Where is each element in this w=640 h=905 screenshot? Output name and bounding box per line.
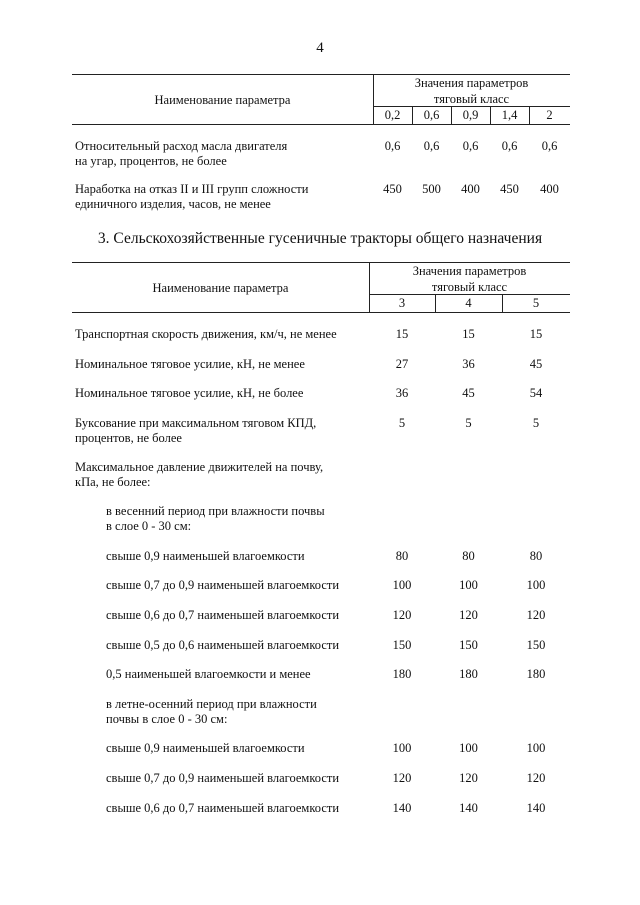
row-value: 500 bbox=[422, 182, 441, 196]
row-value: 100 bbox=[459, 741, 478, 755]
row-value: 100 bbox=[526, 578, 546, 592]
table-2-class-header: 3 bbox=[398, 296, 406, 310]
section-title: 3. Сельскохозяйственные гусеничные тракторы общего назначения bbox=[97, 230, 543, 247]
row-value: 120 bbox=[459, 771, 478, 785]
row-label: свыше 0,7 до 0,9 наименьшей влагоемкости bbox=[106, 771, 340, 785]
row-value: 0,6 bbox=[384, 139, 401, 153]
row-value: 180 bbox=[392, 667, 412, 681]
table-2-values-title: Значения параметров bbox=[412, 264, 527, 278]
row-value: 400 bbox=[461, 182, 480, 196]
row-value: 180 bbox=[459, 667, 478, 681]
row-value: 150 bbox=[459, 638, 478, 652]
table-2-param-header: Наименование параметра bbox=[152, 281, 289, 295]
row-value: 15 bbox=[529, 327, 543, 341]
row-value: 120 bbox=[526, 771, 546, 785]
row-value: 0,6 bbox=[462, 139, 479, 153]
row-value: 36 bbox=[395, 386, 409, 400]
row-value: 140 bbox=[459, 801, 478, 815]
row-value: 80 bbox=[462, 549, 475, 563]
table-2-header-bottom-rule bbox=[72, 312, 570, 313]
row-label: свыше 0,7 до 0,9 наименьшей влагоемкости bbox=[106, 578, 340, 592]
row-value: 180 bbox=[526, 667, 546, 681]
row-value: 150 bbox=[392, 638, 412, 652]
row-label: почвы в слое 0 - 30 см: bbox=[106, 712, 228, 726]
row-value: 5 bbox=[398, 416, 406, 430]
table-1-header-bottom-rule bbox=[72, 124, 570, 125]
row-value: 45 bbox=[529, 357, 543, 371]
row-value: 450 bbox=[500, 182, 519, 196]
row-value: 120 bbox=[392, 608, 412, 622]
row-label: 0,5 наименьшей влагоемкости и менее bbox=[106, 667, 311, 681]
row-value: 45 bbox=[462, 386, 475, 400]
row-value: 100 bbox=[459, 578, 478, 592]
table-2-class-title: тяговый класс bbox=[431, 280, 508, 294]
row-value: 100 bbox=[392, 741, 412, 755]
row-label: в весенний период при влажности почвы bbox=[106, 504, 325, 518]
page-number: 4 bbox=[316, 40, 324, 56]
table-2-class-header: 5 bbox=[532, 296, 540, 310]
row-value: 0,6 bbox=[501, 139, 518, 153]
table-1-class-header: 0,6 bbox=[423, 108, 440, 122]
row-value: 120 bbox=[526, 608, 546, 622]
row-label: свыше 0,9 наименьшей влагоемкости bbox=[106, 549, 305, 563]
row-label: кПа, не более: bbox=[75, 475, 151, 489]
table-1-param-header: Наименование параметра bbox=[154, 93, 291, 107]
table-1-class-header: 2 bbox=[546, 108, 553, 122]
row-label: в слое 0 - 30 см: bbox=[106, 519, 192, 533]
row-value: 400 bbox=[540, 182, 559, 196]
row-value: 100 bbox=[392, 578, 412, 592]
row-value: 5 bbox=[532, 416, 540, 430]
row-label: на угар, процентов, не более bbox=[75, 154, 227, 168]
table-1-values-title: Значения параметров bbox=[414, 76, 529, 90]
row-value: 36 bbox=[462, 357, 475, 371]
row-label: в летне-осенний период при влажности bbox=[106, 697, 317, 711]
row-value: 27 bbox=[395, 357, 409, 371]
row-value: 120 bbox=[392, 771, 412, 785]
row-value: 15 bbox=[462, 327, 475, 341]
row-value: 5 bbox=[465, 416, 472, 430]
table-2-top-rule bbox=[72, 262, 570, 263]
row-label: Номинальное тяговое усилие, кН, не более bbox=[75, 386, 304, 400]
row-value: 450 bbox=[383, 182, 402, 196]
row-value: 140 bbox=[526, 801, 546, 815]
row-value: 100 bbox=[526, 741, 546, 755]
row-label: Номинальное тяговое усилие, кН, не менее bbox=[75, 357, 305, 371]
table-1-class-header: 1,4 bbox=[501, 108, 518, 122]
row-label: Буксование при максимальном тяговом КПД, bbox=[75, 416, 317, 430]
row-value: 150 bbox=[526, 638, 546, 652]
table-1-class-title: тяговый класс bbox=[433, 92, 510, 106]
row-label: единичного изделия, часов, не менее bbox=[75, 197, 271, 211]
row-value: 54 bbox=[529, 386, 543, 400]
row-value: 80 bbox=[529, 549, 543, 563]
table-1-class-header: 0,2 bbox=[384, 108, 401, 122]
row-label: Транспортная скорость движения, км/ч, не менее bbox=[75, 327, 337, 341]
row-label: процентов, не более bbox=[75, 431, 182, 445]
row-label: свыше 0,5 до 0,6 наименьшей влагоемкости bbox=[106, 638, 340, 652]
row-value: 0,6 bbox=[423, 139, 440, 153]
table-2-class-header: 4 bbox=[465, 296, 472, 310]
row-label: Максимальное давление движителей на почву, bbox=[75, 460, 324, 474]
table-1-top-rule bbox=[72, 74, 570, 75]
table-1-class-header: 0,9 bbox=[462, 108, 479, 122]
row-value: 140 bbox=[392, 801, 412, 815]
row-value: 15 bbox=[395, 327, 409, 341]
row-value: 120 bbox=[459, 608, 478, 622]
row-label: свыше 0,6 до 0,7 наименьшей влагоемкости bbox=[106, 608, 340, 622]
row-label: Относительный расход масла двигателя bbox=[75, 139, 288, 153]
row-label: свыше 0,9 наименьшей влагоемкости bbox=[106, 741, 305, 755]
row-value: 80 bbox=[395, 549, 409, 563]
row-value: 0,6 bbox=[541, 139, 558, 153]
row-label: свыше 0,6 до 0,7 наименьшей влагоемкости bbox=[106, 801, 340, 815]
row-label: Наработка на отказ II и III групп сложности bbox=[75, 182, 309, 196]
